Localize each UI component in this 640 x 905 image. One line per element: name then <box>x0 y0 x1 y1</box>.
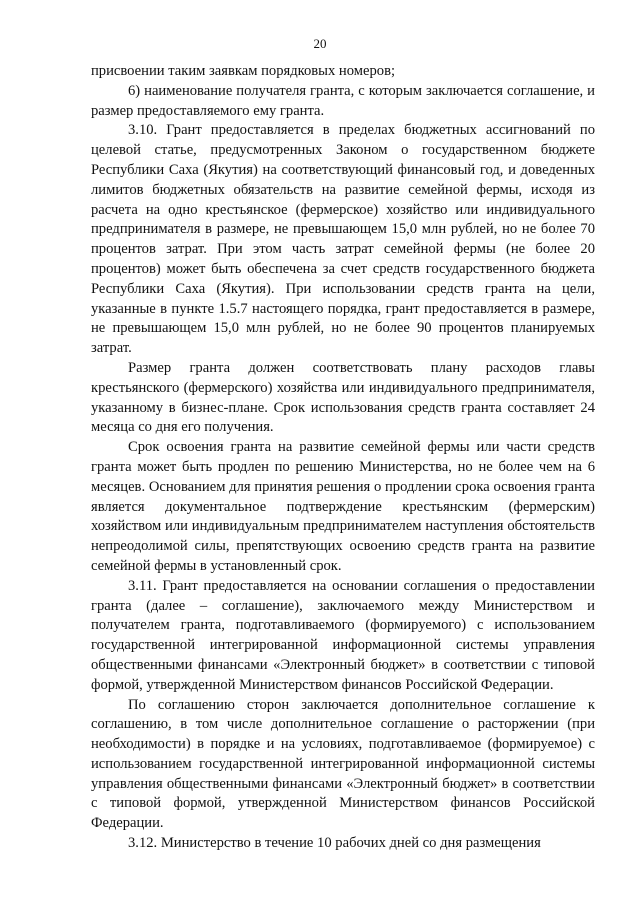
paragraph-3-12: 3.12. Министерство в течение 10 рабочих дней со дня размещения <box>128 835 541 852</box>
page-number: 20 <box>313 36 327 51</box>
paragraph-3-10: 3.10. Грант предоставляется в пределах бюджетных ассигнований по целевой статье, предусмотренных Законом о государственном бюджете Республики Саха (Якутия) на соответствующий финансовый год, и доведенных лимитов бюджетных обязательств на развитие семейной фермы, исходя из расчета на одно крестьянское (фермерское) хозяйство или индивидуального предпринимателя в размере, не превышающем 15,0 млн рублей, но не более 70 процентов затрат. При этом часть затрат семейной фермы (не более 20 процентов) может быть обеспечена за счет средств государственного бюджета Республики Саха (Якутия). При использовании средств гранта на цели, указанные в пункте 1.5.7 настоящего порядка, грант предоставляется в размере, не превышающем 15,0 млн рублей, но не более 90 процентов планируемых затрат. <box>91 122 595 357</box>
paragraph-continuation: присвоении таким заявкам порядковых номеров; <box>91 63 396 79</box>
paragraph-grant-size: Размер гранта должен соответствовать плану расходов главы крестьянского (фермерского) хозяйства или индивидуального предпринимателя, указанному в бизнес-плане. Срок использования средств гранта составляет 24 месяца со дня его получения. <box>91 359 595 436</box>
paragraph-additional-agreement: По соглашению сторон заключается дополнительное соглашение к соглашению, в том числе дополнительное соглашение о расторжении (при необходимости) в порядке и на условиях, подготавливаемое (формируемое) с использованием государственной интегрированной информационной системы управления общественными финансами «Электронный бюджет» в соответствии с типовой формой, утвержденной Министерством финансов Российской Федерации. <box>91 696 595 832</box>
paragraph-3-11: 3.11. Грант предоставляется на основании соглашения о предоставлении гранта (далее – соглашение), заключаемого между Министерством и получателем гранта, подготавливаемого (формируемого) с использованием государственной интегрированной информационной системы управления общественными финансами «Электронный бюджет» в соответствии с типовой формой, утвержденной Министерством финансов Российской Федерации. <box>91 577 595 693</box>
paragraph-grant-term-extension: Срок освоения гранта на развитие семейной фермы или части средств гранта может быть продлен по решению Министерства, но не более чем на 6 месяцев. Основанием для принятия решения о продлении срока освоения гранта является документальное подтверждение крестьянским (фермерским) хозяйством или индивидуальным предпринимателем наступления обстоятельств непреодолимой силы, препятствующих освоению средств гранта на развитие семейной фермы в установленный срок. <box>91 439 595 574</box>
document-body <box>91 62 595 854</box>
paragraph-item-6: 6) наименование получателя гранта, с которым заключается соглашение, и размер предоставляемого ему гранта. <box>91 82 595 119</box>
